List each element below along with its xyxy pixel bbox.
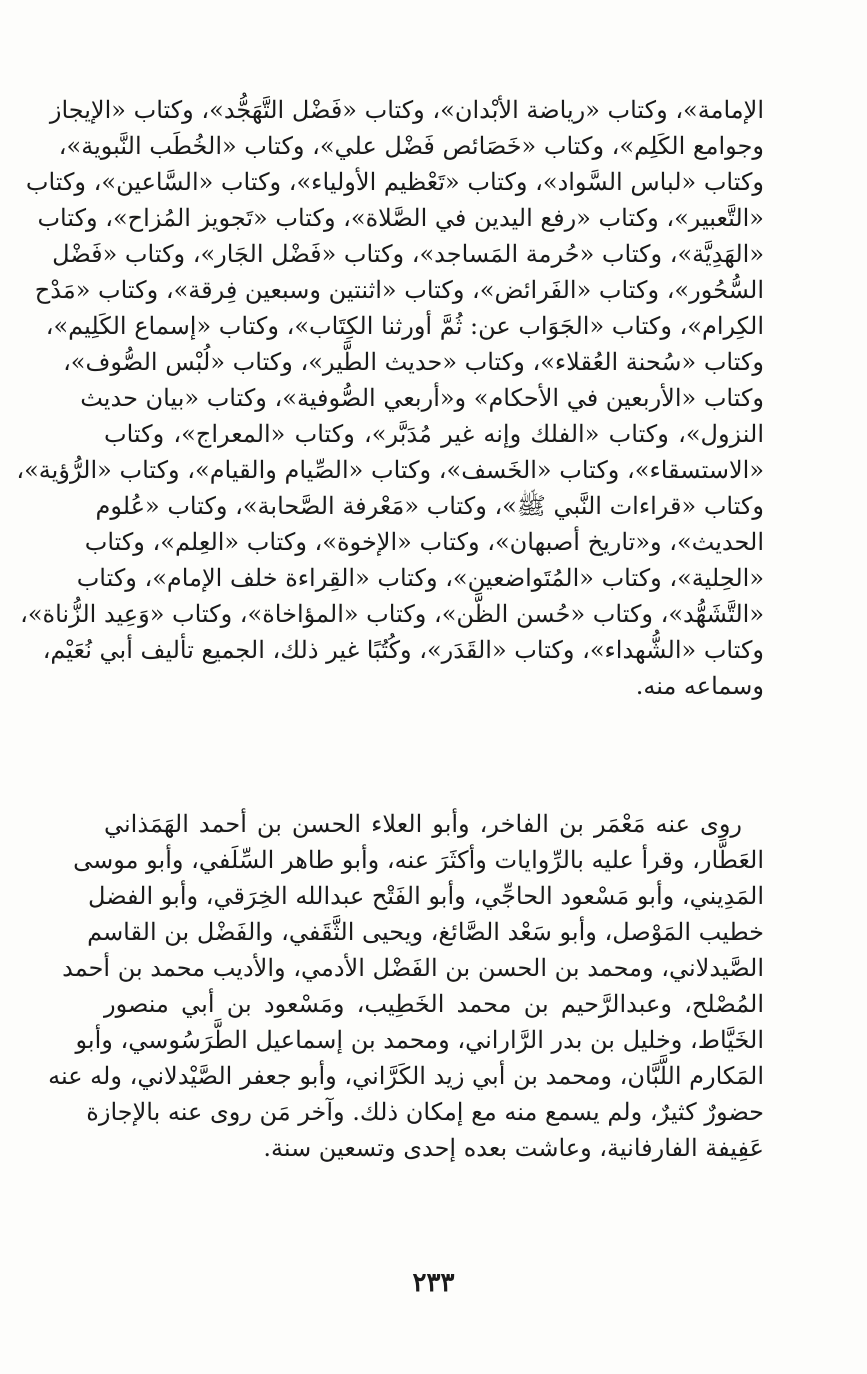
- text-line: العَطَّار، وقرأ عليه بالرِّوايات وأكثَرَ عنه، وأبو طاهر السِّلَفي، وأبو موسى: [73, 846, 764, 874]
- text-line: المَكارم اللَّبَّان، ومحمد بن أبي زيد الكَرَّاني، وأبو جعفر الصَّيْدلاني، وله عنه: [48, 1062, 764, 1090]
- text-line: وسماعه منه.: [635, 672, 764, 700]
- text-line: الصَّيدلاني، ومحمد بن الحسن بن الفَضْل الأدمي، والأديب محمد بن أحمد: [62, 954, 764, 982]
- text-line: المَدِيني، وأبو مَسْعود الحاجِّي، وأبو الفَتْح عبدالله الخِرَقي، وأبو الفضل: [88, 882, 764, 910]
- text-line: الحديث»، و«تاريخ أصبهان»، وكتاب «الإخوة»، وكتاب «العِلم»، وكتاب: [84, 528, 764, 556]
- text-line: «الهَدِيَّة»، وكتاب «حُرمة المَساجد»، وكتاب «فَضْل الجَار»، وكتاب «فَضْل: [52, 240, 764, 268]
- text-line: وكتاب «لباس السَّواد»، وكتاب «تَعْظيم الأولياء»، وكتاب «السَّاعين»، وكتاب: [25, 168, 764, 196]
- text-line: الكِرام»، وكتاب «الجَوَاب عن: ثُمَّ أورثنا الكِتَاب»، وكتاب «إسماع الكَلِيم»،: [45, 312, 764, 340]
- text-line: «الحِلية»، وكتاب «المُتَواضعين»، وكتاب «القِراءة خلف الإمام»، وكتاب: [76, 564, 764, 592]
- text-line: عَفِيفة الفارفانية، وعاشت بعده إحدى وتسعين سنة.: [263, 1134, 764, 1162]
- text-line: وكتاب «قراءات النَّبي ﷺ»، وكتاب «مَعْرفة الصَّحابة»، وكتاب «عُلوم: [95, 492, 764, 520]
- text-line: حضورٌ كثيرٌ، ولم يسمع منه مع إمكان ذلك. وآخر مَن روى عنه بالإجازة: [86, 1098, 764, 1126]
- paragraph-narrators: [48, 806, 764, 1166]
- text-line: الخَيَّاط، وخليل بن بدر الرَّاراني، ومحمد بن إسماعيل الطَّرَسُوسي، وأبو: [75, 1026, 764, 1054]
- text-line: المُصْلح، وعبدالرَّحيم بن محمد الخَطِيب، ومَسْعود بن أبي منصور: [104, 990, 764, 1018]
- text-line: خطيب المَوْصل، وأبو سَعْد الصَّائغ، ويحيى الثَّقَفي، والفَضْل بن القاسم: [87, 918, 764, 946]
- text-line: «التَّعبير»، وكتاب «رفع اليدين في الصَّلاة»، وكتاب «تَجويز المُزاح»، وكتاب: [37, 204, 764, 232]
- text-line: «الاستسقاء»، وكتاب «الخَسف»، وكتاب «الصِّيام والقيام»، وكتاب «الرُّؤية»،: [16, 456, 764, 484]
- paragraph-books-list: [16, 92, 764, 704]
- text-line: وكتاب «سُحنة العُقلاء»، وكتاب «حديث الطَّير»، وكتاب «لُبْس الصُّوف»،: [63, 348, 764, 376]
- text-line: السُّحُور»، وكتاب «الفَرائض»، وكتاب «اثنتين وسبعين فِرقة»، وكتاب «مَدْح: [34, 276, 764, 304]
- text-line: وجوامع الكَلِم»، وكتاب «خَصَائص فَضْل علي»، وكتاب «الخُطَب النَّبوية»،: [58, 132, 764, 160]
- text-line: روى عنه مَعْمَر بن الفاخر، وأبو العلاء الحسن بن أحمد الهَمَذاني: [104, 810, 742, 838]
- text-line: وكتاب «الأربعين في الأحكام» و«أربعي الصُّوفية»، وكتاب «بيان حديث: [80, 384, 764, 412]
- text-line: الإمامة»، وكتاب «رياضة الأبْدان»، وكتاب «فَضْل التَّهَجُّد»، وكتاب «الإيجاز: [49, 96, 764, 124]
- text-line: «التَّشَهُّد»، وكتاب «حُسن الظَّن»، وكتاب «المؤاخاة»، وكتاب «وَعِيد الزُّناة»،: [20, 600, 764, 628]
- text-line: النزول»، وكتاب «الفلك وإنه غير مُدَبَّر»، وكتاب «المعراج»، وكتاب: [104, 420, 764, 448]
- text-line: وكتاب «الشُّهداء»، وكتاب «القَدَر»، وكُتُبًا غير ذلك، الجميع تأليف أبي نُعَيْم،: [42, 636, 764, 664]
- page-number: ٢٣٣: [412, 1268, 455, 1298]
